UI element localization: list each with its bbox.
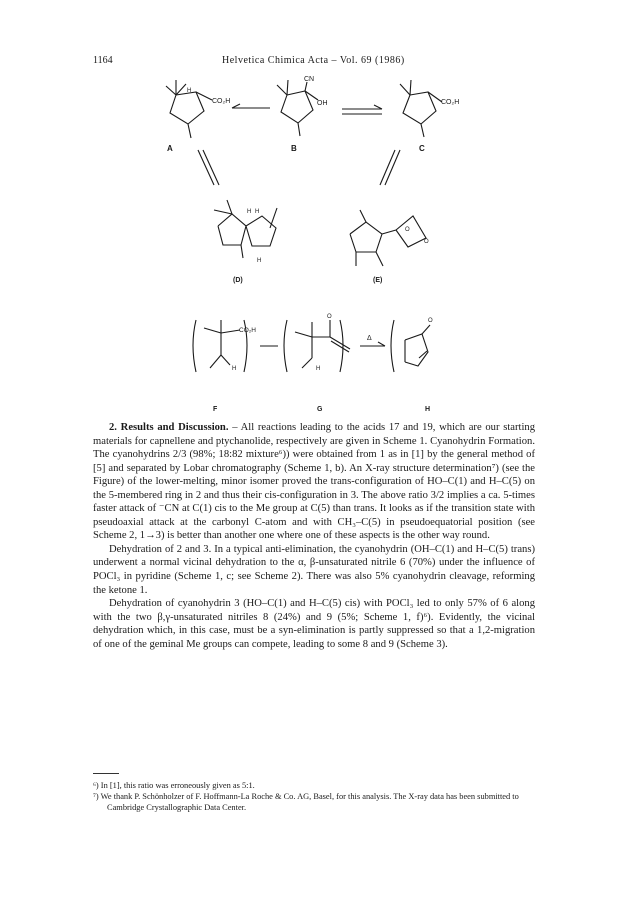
oh-label: OH — [317, 100, 328, 107]
structure-f — [193, 320, 256, 413]
cn-label: CN — [304, 76, 315, 83]
structure-e — [350, 210, 429, 284]
paragraph-results — [93, 421, 535, 543]
label-b: B — [291, 144, 297, 153]
co2h-label: CO₂H — [239, 327, 256, 334]
label-h: H — [425, 406, 431, 413]
footnote-rule — [93, 773, 119, 774]
h-label: H — [232, 366, 237, 372]
paragraph-dehydration: Dehydration of 2 and 3. In a typical anti-elimination, the cyanohydrin (OH–C(1) and H–C(5) trans) underwent a normal vicinal dehydration to the α, β-unsaturated nitrile 6 (70%) under the influence of POCl₃ in pyridine (Scheme 1, c; see Scheme 2). There was also 5% cyanohydrin cleavage, reforming the ketone 1. — [93, 543, 535, 596]
label-a: A — [167, 144, 173, 153]
paragraph-text: – All reactions leading to the acids 17 and 19, which are our starting materials for capnellene and ptychanolide, respectively are given in Scheme 1. Cyanohydrin Formation. The cyanohydrins 2/3 (98%; 18:82 mixture⁶)) were obtained from 1 as in [1] by the general method of [5] and separated by Lobar chromatography (Scheme 1, b). An X-ray structure determination⁷) (see the Figure) of the lower-melting, minor isomer proved the trans-configuration of HO–C(1) and H–C(5) on the 5-membered ring in 2 and thus their cis-configuration in 3. The above ratio 3/2 implies a ca. 5-times faster attack of ⁻CN at C(1) cis to the Me group at C(5) than trans. It looks as if the transition state with pseudoaxial attack at the carbonyl C-atom and with CH₃–C(5) in pseudoequatorial position (see Scheme 2, 1→3) is better than another one where one of these aspects is the other way round. — [93, 422, 535, 542]
h-label: H — [247, 209, 252, 215]
co2h-label: CO₂H — [441, 99, 460, 106]
paragraph-dehydration-3: Dehydration of cyanohydrin 3 (HO–C(1) and H–C(5) cis) with POCl₃ led to only 57% of 6 along with the two β,γ-unsaturated nitriles 8 (24%) and 9 (5%; Scheme 1, f)⁶). Evidently, the vicinal dehydration which, in this case, must be a syn-elimination is partly suppressed so that a 1,2-migration of one of the geminal Me groups can compete, leading to some 8 and 9 (Scheme 3). — [93, 598, 535, 650]
structure-b — [277, 76, 328, 153]
footnote-7: ⁷) We thank P. Schönholzer of F. Hoffmann-La Roche & Co. AG, Basel, for this analysis. The X-ray data has been submitted to Cambridge Crystallographic Data Center. — [93, 792, 519, 812]
structure-a — [166, 80, 230, 153]
h-label: H — [316, 366, 321, 372]
structure-d — [214, 200, 277, 284]
o-label: O — [428, 318, 433, 324]
h-label: H — [187, 88, 192, 94]
label-d: (D) — [233, 277, 243, 284]
structure-h — [391, 318, 433, 413]
structure-g — [284, 314, 350, 413]
structure-c — [400, 80, 459, 153]
running-header: Helvetica Chimica Acta – Vol. 69 (1986) — [222, 55, 405, 66]
label-e: (E) — [373, 277, 383, 284]
co2h-label: CO₂H — [212, 98, 231, 105]
footnote-6: ⁶) In [1], this ratio was erroneously given as 5:1. — [93, 781, 255, 790]
h-label: H — [255, 209, 260, 215]
page-number: 1164 — [93, 55, 113, 66]
h-label: H — [257, 258, 262, 264]
o-label: O — [424, 239, 429, 245]
footnotes — [93, 780, 535, 813]
o-label: O — [405, 227, 410, 233]
delta-label: Δ — [367, 335, 372, 342]
label-f: F — [213, 406, 218, 413]
scheme-1-structures — [0, 0, 636, 430]
label-g: G — [317, 406, 323, 413]
main-text — [93, 421, 535, 651]
section-heading: 2. Results and Discussion. — [109, 422, 229, 433]
o-label: O — [327, 314, 332, 320]
label-c: C — [419, 144, 425, 153]
